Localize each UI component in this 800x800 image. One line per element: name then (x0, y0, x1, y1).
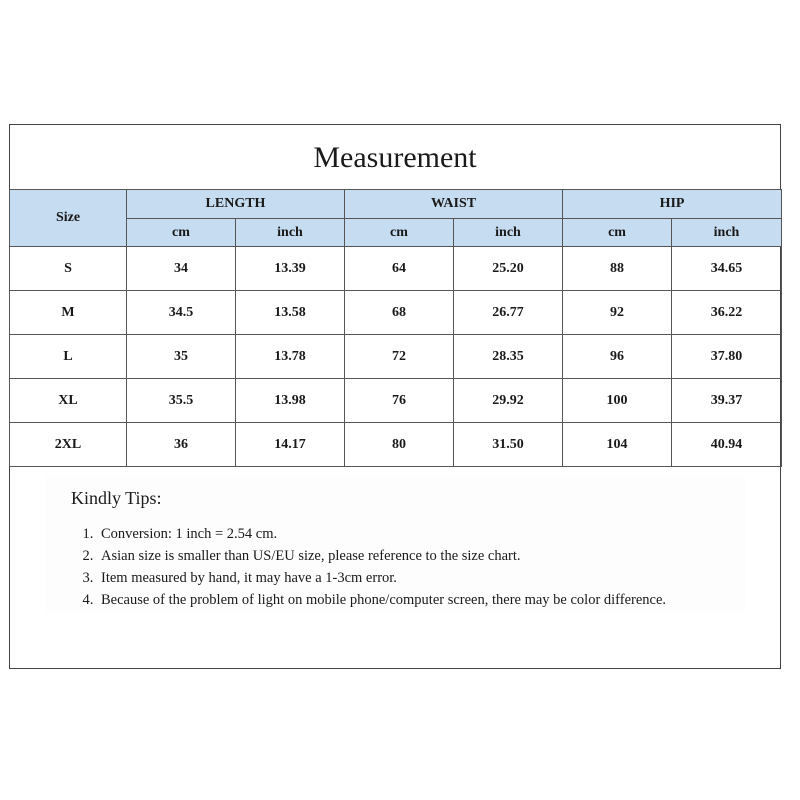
measurement-cell: 28.35 (454, 335, 563, 379)
tip-item: 2. Asian size is smaller than US/EU size, please reference to the size chart. (97, 545, 745, 567)
measurement-cell: 36 (127, 423, 236, 467)
measurement-cell: 72 (345, 335, 454, 379)
unit-header: inch (236, 219, 345, 247)
measurement-cell: 80 (345, 423, 454, 467)
size-cell: 2XL (10, 423, 127, 467)
tips-panel (45, 475, 745, 611)
measurement-cell: 39.37 (672, 379, 782, 423)
tip-item: 3. Item measured by hand, it may have a 1-3cm error. (97, 567, 745, 589)
size-cell: L (10, 335, 127, 379)
table-row (10, 247, 782, 291)
waist-group-header: WAIST (345, 190, 563, 219)
measurement-cell: 14.17 (236, 423, 345, 467)
measurement-cell: 92 (563, 291, 672, 335)
measurement-cell: 100 (563, 379, 672, 423)
tips-list (45, 523, 745, 611)
tips-title: Kindly Tips: (71, 488, 162, 508)
measurement-cell: 36.22 (672, 291, 782, 335)
measurement-cell: 13.58 (236, 291, 345, 335)
measurement-cell: 35.5 (127, 379, 236, 423)
unit-header: inch (454, 219, 563, 247)
size-column-header: Size (10, 190, 127, 247)
unit-header: cm (563, 219, 672, 247)
measurement-cell: 96 (563, 335, 672, 379)
measurement-cell: 13.39 (236, 247, 345, 291)
size-chart-sheet (9, 124, 781, 669)
page-title: Measurement (313, 141, 477, 174)
table-row (10, 291, 782, 335)
tip-item: 1. Conversion: 1 inch = 2.54 cm. (97, 523, 745, 545)
table-row (10, 379, 782, 423)
size-table (9, 189, 782, 467)
measurement-cell: 29.92 (454, 379, 563, 423)
measurement-cell: 76 (345, 379, 454, 423)
measurement-cell: 26.77 (454, 291, 563, 335)
measurement-cell: 34 (127, 247, 236, 291)
measurement-cell: 68 (345, 291, 454, 335)
length-group-header: LENGTH (127, 190, 345, 219)
table-header-groups (10, 190, 782, 219)
unit-header: cm (127, 219, 236, 247)
measurement-cell: 31.50 (454, 423, 563, 467)
measurement-cell: 37.80 (672, 335, 782, 379)
measurement-cell: 13.78 (236, 335, 345, 379)
measurement-cell: 88 (563, 247, 672, 291)
hip-group-header: HIP (563, 190, 782, 219)
size-cell: M (10, 291, 127, 335)
measurement-cell: 25.20 (454, 247, 563, 291)
measurement-cell: 104 (563, 423, 672, 467)
measurement-cell: 40.94 (672, 423, 782, 467)
measurement-cell: 13.98 (236, 379, 345, 423)
measurement-cell: 64 (345, 247, 454, 291)
table-row (10, 423, 782, 467)
unit-header: cm (345, 219, 454, 247)
tip-item: 4. Because of the problem of light on mobile phone/computer screen, there may be color difference. (97, 589, 745, 611)
measurement-cell: 34.65 (672, 247, 782, 291)
size-cell: S (10, 247, 127, 291)
table-row (10, 335, 782, 379)
size-cell: XL (10, 379, 127, 423)
measurement-cell: 34.5 (127, 291, 236, 335)
unit-header: inch (672, 219, 782, 247)
measurement-cell: 35 (127, 335, 236, 379)
